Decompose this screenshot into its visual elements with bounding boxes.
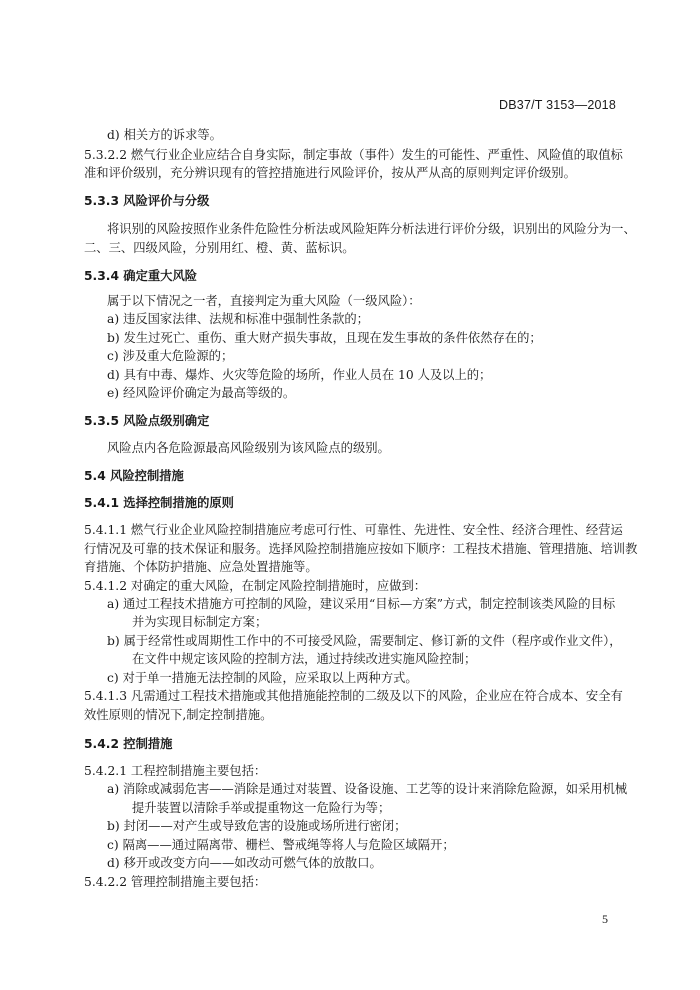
section-heading: 5.3.3 风险评价与分级: [84, 194, 210, 208]
list-item: c) 隔离——通过隔离带、栅栏、警戒绳等将人与危险区域隔开；: [107, 838, 455, 852]
paragraph-line: 5.4.1.3 凡需通过工程技术措施或其他措施能控制的二级及以下的风险，企业应在符合成本、安全有: [84, 689, 623, 703]
list-item: b) 属于经常性或周期性工作中的不可接受风险，需要制定、修订新的文件（程序或作业文件），: [107, 634, 622, 648]
list-item: a) 消除或减弱危害——消除是通过对装置、设备设施、工艺等的设计来消除危险源，如采用机械: [107, 782, 628, 796]
list-item: d) 移开或改变方向——如改动可燃气体的放散口。: [107, 856, 382, 870]
list-item: e) 经风险评价确定为最高等级的。: [107, 386, 296, 400]
paragraph-line: 效性原则的情况下,制定控制措施。: [84, 708, 273, 722]
paragraph-line: 二、三、四级风险，分别用红、橙、黄、蓝标识。: [84, 241, 355, 255]
page-number: 5: [602, 912, 608, 926]
list-item: c) 对于单一措施无法控制的风险，应采取以上两种方式。: [107, 671, 418, 685]
paragraph-line: 将识别的风险按照作业条件危险性分析法或风险矩阵分析法进行评价分级，识别出的风险分为一、: [107, 222, 636, 236]
paragraph-line: 5.4.1.2 对确定的重大风险，在制定风险控制措施时，应做到：: [84, 579, 427, 593]
list-item: d) 相关方的诉求等。: [107, 128, 222, 142]
list-item: d) 具有中毒、爆炸、火灾等危险的场所，作业人员在 10 人及以上的；: [107, 368, 492, 382]
paragraph-line: 准和评价级别，充分辨识现有的管控措施进行风险评价，按从严从高的原则判定评价级别。: [84, 166, 576, 180]
section-heading: 5.3.5 风险点级别确定: [84, 414, 210, 428]
paragraph-line: 育措施、个体防护措施、应急处置措施等。: [84, 560, 318, 574]
list-item: a) 违反国家法律、法规和标准中强制性条款的；: [107, 312, 369, 326]
list-item: b) 封闭——对产生或导致危害的设施或场所进行密闭；: [107, 819, 407, 833]
paragraph-line: 5.4.2.2 管理控制措施主要包括：: [84, 875, 267, 889]
document-id-header: DB37/T 3153—2018: [499, 98, 616, 112]
list-item-continuation: 提升装置以清除手举或提重物这一危险行为等；: [132, 801, 391, 815]
list-item: b) 发生过死亡、重伤、重大财产损失事故，且现在发生事故的条件依然存在的；: [107, 331, 542, 345]
paragraph-line: 属于以下情况之一者，直接判定为重大风险（一级风险）：: [107, 294, 421, 308]
list-item-continuation: 在文件中规定该风险的控制方法，通过持续改进实施风险控制；: [132, 652, 477, 666]
paragraph-line: 行情况及可靠的技术保证和服务。选择风险控制措施应按如下顺序：工程技术措施、管理措施、培训教: [84, 542, 638, 556]
section-heading: 5.4.2 控制措施: [84, 737, 173, 751]
paragraph-line: 风险点内各危险源最高风险级别为该风险点的级别。: [107, 441, 390, 455]
list-item-continuation: 并为实现目标制定方案；: [132, 615, 268, 629]
paragraph-line: 5.3.2.2 燃气行业企业应结合自身实际，制定事故（事件）发生的可能性、严重性、风险值的取值标: [84, 148, 623, 162]
section-heading: 5.4 风险控制措施: [84, 469, 184, 483]
paragraph-line: 5.4.1.1 燃气行业企业风险控制措施应考虑可行性、可靠性、先进性、安全性、经济合理性、经营运: [84, 523, 623, 537]
section-heading: 5.4.1 选择控制措施的原则: [84, 496, 234, 510]
section-heading: 5.3.4 确定重大风险: [84, 269, 198, 283]
list-item: a) 通过工程技术措施方可控制的风险，建议采用“目标—方案”方式，制定控制该类风险的目标: [107, 597, 616, 611]
list-item: c) 涉及重大危险源的；: [107, 349, 234, 363]
paragraph-line: 5.4.2.1 工程控制措施主要包括：: [84, 764, 267, 778]
